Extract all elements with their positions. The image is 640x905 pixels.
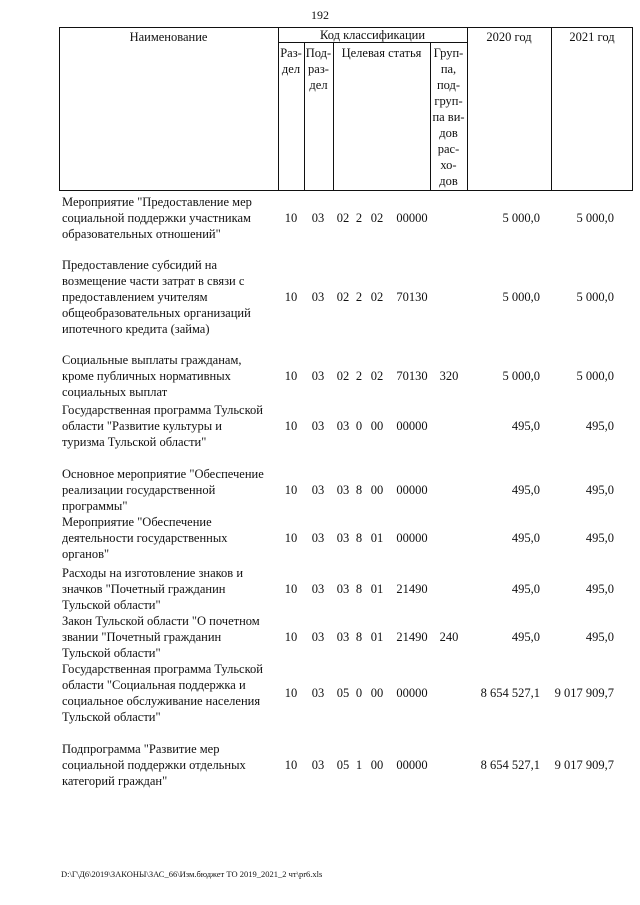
- row-name-line: категорий граждан": [62, 774, 168, 788]
- header-group-line: па,: [440, 62, 457, 76]
- target-code-direction: 00000: [396, 211, 428, 225]
- header-section-line: дел: [281, 62, 301, 76]
- section-code: 10: [284, 630, 298, 644]
- row-name: [62, 741, 274, 789]
- section-code: 10: [284, 369, 298, 383]
- target-code-event: 01: [370, 630, 384, 644]
- value-2021: 495,0: [585, 630, 614, 644]
- row-name-line: области "Социальная поддержка и: [62, 678, 246, 692]
- table-header: [59, 27, 633, 191]
- section-code: 10: [284, 686, 298, 700]
- row-name-line: Государственная программа Тульской: [62, 403, 263, 417]
- value-2020: 5 000,0: [502, 211, 540, 225]
- header-group-line: рас-: [437, 142, 460, 156]
- header-name: Наименование: [129, 30, 208, 44]
- row-name-line: Мероприятие "Предоставление мер: [62, 195, 252, 209]
- header-group-line: груп-: [434, 94, 463, 108]
- row-name-line: Тульской области": [62, 598, 161, 612]
- target-code-program: 03: [336, 531, 350, 545]
- value-2020: 495,0: [511, 419, 540, 433]
- target-code-direction: 00000: [396, 483, 428, 497]
- target-code-direction: 70130: [396, 369, 428, 383]
- header-subsection: [304, 45, 333, 93]
- value-2021: 9 017 909,7: [554, 686, 614, 700]
- row-name-line: общеобразовательных организаций: [62, 306, 251, 320]
- section-code: 10: [284, 419, 298, 433]
- value-2021: 495,0: [585, 483, 614, 497]
- row-name-line: образовательных отношений": [62, 227, 221, 241]
- target-code-direction: 00000: [396, 686, 428, 700]
- value-2021: 495,0: [585, 582, 614, 596]
- value-2021: 5 000,0: [576, 369, 614, 383]
- target-code-event: 00: [370, 419, 384, 433]
- target-code-direction: 00000: [396, 531, 428, 545]
- section-code: 10: [284, 211, 298, 225]
- expense-type-code: 320: [439, 369, 459, 383]
- header-subsection-line: раз-: [308, 62, 329, 76]
- target-code-event: 00: [370, 483, 384, 497]
- target-code-direction: 21490: [396, 582, 428, 596]
- value-2021: 495,0: [585, 419, 614, 433]
- target-code-event: 01: [370, 582, 384, 596]
- row-name-line: Мероприятие "Обеспечение: [62, 515, 212, 529]
- target-code-subprogram: 8: [355, 531, 363, 545]
- row-name-line: Социальные выплаты гражданам,: [62, 353, 242, 367]
- value-2020: 495,0: [511, 630, 540, 644]
- section-code: 10: [284, 290, 298, 304]
- target-code-event: 02: [370, 369, 384, 383]
- value-2020: 5 000,0: [502, 290, 540, 304]
- row-name-line: Тульской области": [62, 710, 161, 724]
- target-code-event: 00: [370, 686, 384, 700]
- subsection-code: 03: [311, 483, 325, 497]
- row-name: [62, 514, 274, 562]
- row-name-line: социальной поддержки участникам: [62, 211, 251, 225]
- header-subsection-line: дел: [309, 78, 328, 92]
- header-target: Целевая статья: [341, 46, 422, 60]
- row-name-line: ипотечного кредита (займа): [62, 322, 210, 336]
- value-2020: 495,0: [511, 531, 540, 545]
- section-code: 10: [284, 531, 298, 545]
- header-divider: [467, 27, 468, 191]
- row-name-line: предоставлением учителям: [62, 290, 208, 304]
- row-name-line: социальных выплат: [62, 385, 168, 399]
- target-code-subprogram: 8: [355, 630, 363, 644]
- target-code-program: 02: [336, 211, 350, 225]
- target-code-program: 03: [336, 582, 350, 596]
- header-group-line: под-: [436, 78, 461, 92]
- row-name: [62, 661, 274, 725]
- file-path-footer: D:\Г\Д6\2019\ЗАКОНЫ\ЗАС_66\Изм.бюджет ТО 2019_2021_2 чт\pr6.xls: [61, 869, 323, 879]
- row-name: [62, 613, 274, 661]
- value-2020: 8 654 527,1: [480, 686, 540, 700]
- section-code: 10: [284, 483, 298, 497]
- header-group-line: хо-: [440, 158, 457, 172]
- row-name-line: Основное мероприятие "Обеспечение: [62, 467, 264, 481]
- header-group-line: дов: [439, 174, 458, 188]
- value-2021: 5 000,0: [576, 290, 614, 304]
- target-code-direction: 00000: [396, 419, 428, 433]
- row-name-line: кроме публичных нормативных: [62, 369, 231, 383]
- row-name-line: социальное обслуживание населения: [62, 694, 261, 708]
- section-code: 10: [284, 758, 298, 772]
- target-code-subprogram: 2: [355, 211, 363, 225]
- row-name-line: звании "Почетный гражданин: [62, 630, 222, 644]
- subsection-code: 03: [311, 419, 325, 433]
- target-code-subprogram: 0: [355, 686, 363, 700]
- header-subsection-line: Под-: [305, 46, 332, 60]
- header-divider: [333, 42, 334, 191]
- subsection-code: 03: [311, 369, 325, 383]
- row-name-line: Тульской области": [62, 646, 161, 660]
- row-name-line: области "Развитие культуры и: [62, 419, 222, 433]
- row-name-line: Подпрограмма "Развитие мер: [62, 742, 220, 756]
- target-code-program: 05: [336, 686, 350, 700]
- target-code-program: 02: [336, 369, 350, 383]
- target-code-subprogram: 8: [355, 483, 363, 497]
- subsection-code: 03: [311, 686, 325, 700]
- target-code-direction: 21490: [396, 630, 428, 644]
- header-group: [430, 45, 467, 189]
- value-2020: 8 654 527,1: [480, 758, 540, 772]
- target-code-event: 02: [370, 211, 384, 225]
- row-name: [62, 402, 274, 450]
- header-section-line: Раз-: [280, 46, 302, 60]
- row-name-line: реализации государственной: [62, 483, 216, 497]
- row-name-line: Предоставление субсидий на: [62, 258, 218, 272]
- row-name-line: туризма Тульской области": [62, 435, 207, 449]
- expense-type-code: 240: [439, 630, 459, 644]
- value-2021: 5 000,0: [576, 211, 614, 225]
- page-number: 192: [311, 8, 329, 22]
- target-code-program: 05: [336, 758, 350, 772]
- row-name-line: Государственная программа Тульской: [62, 662, 263, 676]
- target-code-program: 03: [336, 630, 350, 644]
- row-name: [62, 352, 274, 400]
- row-name-line: социальной поддержки отдельных: [62, 758, 246, 772]
- subsection-code: 03: [311, 758, 325, 772]
- target-code-subprogram: 0: [355, 419, 363, 433]
- subsection-code: 03: [311, 531, 325, 545]
- value-2020: 5 000,0: [502, 369, 540, 383]
- header-code-group: Код классификации: [319, 28, 426, 42]
- header-group-line: Груп-: [433, 46, 464, 60]
- target-code-subprogram: 8: [355, 582, 363, 596]
- subsection-code: 03: [311, 630, 325, 644]
- row-name: [62, 565, 274, 613]
- value-2020: 495,0: [511, 483, 540, 497]
- row-name: [62, 466, 274, 514]
- row-name-line: Расходы на изготовление знаков и: [62, 566, 244, 580]
- header-section: [278, 45, 304, 77]
- section-code: 10: [284, 582, 298, 596]
- target-code-subprogram: 1: [355, 758, 363, 772]
- subsection-code: 03: [311, 290, 325, 304]
- target-code-direction: 70130: [396, 290, 428, 304]
- subsection-code: 03: [311, 582, 325, 596]
- target-code-program: 03: [336, 419, 350, 433]
- row-name: [62, 257, 274, 337]
- header-group-line: дов: [439, 126, 458, 140]
- target-code-event: 02: [370, 290, 384, 304]
- row-name-line: возмещение части затрат в связи с: [62, 274, 245, 288]
- row-name: [62, 194, 274, 242]
- target-code-event: 01: [370, 531, 384, 545]
- target-code-direction: 00000: [396, 758, 428, 772]
- value-2021: 9 017 909,7: [554, 758, 614, 772]
- target-code-event: 00: [370, 758, 384, 772]
- target-code-subprogram: 2: [355, 369, 363, 383]
- header-divider: [551, 27, 552, 191]
- target-code-program: 03: [336, 483, 350, 497]
- row-name-line: программы": [62, 499, 128, 513]
- value-2021: 495,0: [585, 531, 614, 545]
- subsection-code: 03: [311, 211, 325, 225]
- row-name-line: органов": [62, 547, 110, 561]
- header-2021: 2021 год: [569, 30, 615, 44]
- target-code-program: 02: [336, 290, 350, 304]
- target-code-subprogram: 2: [355, 290, 363, 304]
- row-name-line: деятельности государственных: [62, 531, 228, 545]
- header-2020: 2020 год: [486, 30, 532, 44]
- header-group-line: па ви-: [432, 110, 465, 124]
- value-2020: 495,0: [511, 582, 540, 596]
- row-name-line: значков "Почетный гражданин: [62, 582, 226, 596]
- row-name-line: Закон Тульской области "О почетном: [62, 614, 260, 628]
